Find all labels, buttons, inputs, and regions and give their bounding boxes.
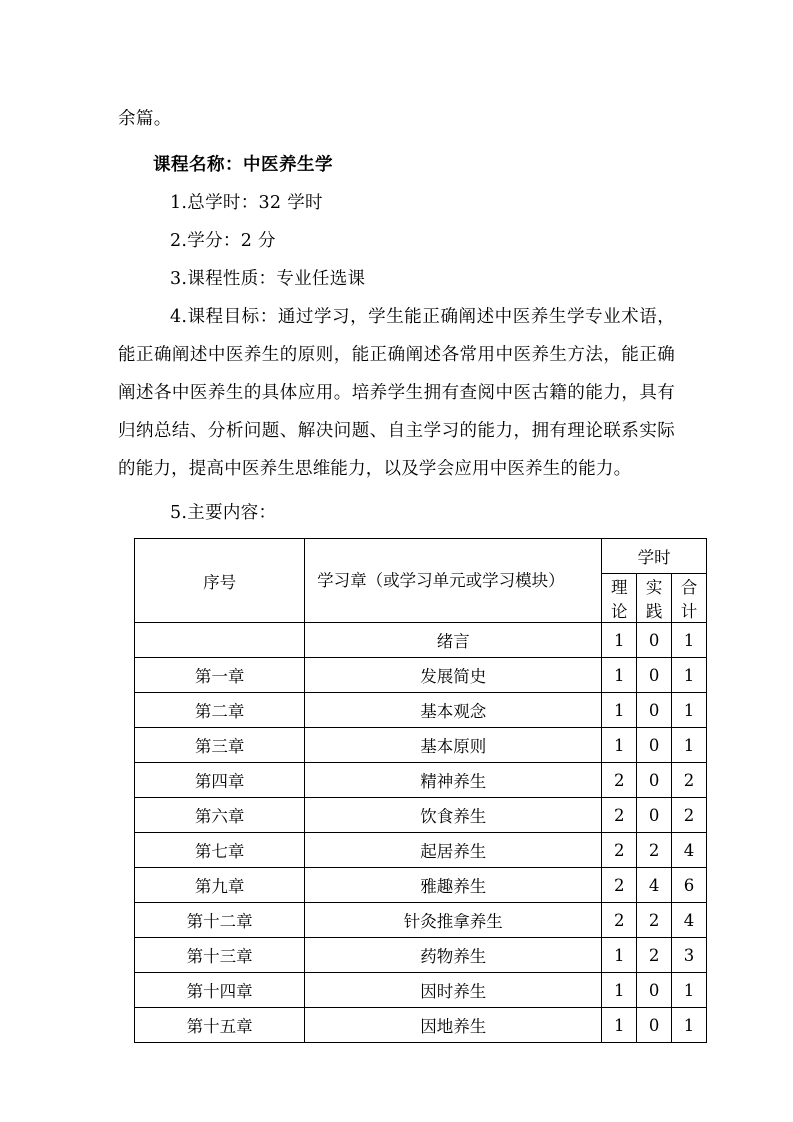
row-theory: 1 [602,938,637,973]
row-no: 第三章 [135,728,305,763]
table-row [135,763,707,798]
row-theory: 1 [602,973,637,1008]
row-no: 第十二章 [135,903,305,938]
table-row [135,833,707,868]
row-theory: 2 [602,798,637,833]
table-row [135,798,707,833]
row-title: 基本观念 [305,693,602,728]
row-title: 基本原则 [305,728,602,763]
row-total: 6 [672,868,707,903]
row-no: 第四章 [135,763,305,798]
row-theory: 1 [602,623,637,658]
row-title: 饮食养生 [305,798,602,833]
row-total: 4 [672,903,707,938]
row-no: 第十三章 [135,938,305,973]
header-title [305,539,602,623]
row-theory: 2 [602,868,637,903]
course-objective: 4.课程目标：通过学习，学生能正确阐述中医养生学专业术语，能正确阐述中医养生的原则，能正确阐述各常用中医养生方法，能正确阐述各中医养生的具体应用。培养学生拥有查阅中医古籍的能力，具有归纳总结、分析问题、解决问题、自主学习的能力，拥有理论联系实际的能力，提高中医养生思维能力，以及学会应用中医养生的能力。 [118,307,675,479]
row-theory: 2 [602,763,637,798]
course-content-table [134,538,707,1043]
row-theory: 2 [602,903,637,938]
row-total: 1 [672,658,707,693]
course-item-total-hours: 1.总学时：32 学时 [170,193,323,213]
header-practice: 实践 [637,574,672,623]
row-theory: 1 [602,658,637,693]
row-title: 起居养生 [305,833,602,868]
row-title: 针灸推拿养生 [305,903,602,938]
row-practice: 0 [637,728,672,763]
table-row [135,903,707,938]
course-name-heading: 课程名称：中医养生学 [153,155,333,175]
header-no: 序号 [135,539,305,623]
row-no: 第十四章 [135,973,305,1008]
row-title: 因时养生 [305,973,602,1008]
row-no [135,623,305,658]
course-item-credits: 2.学分：2 分 [170,231,276,251]
table-row [135,693,707,728]
table-row [135,1008,707,1043]
continued-paragraph: 余篇。 [118,109,172,129]
row-practice: 2 [637,833,672,868]
row-total: 3 [672,938,707,973]
row-practice: 0 [637,623,672,658]
row-total: 1 [672,623,707,658]
row-no: 第一章 [135,658,305,693]
row-practice: 0 [637,798,672,833]
row-total: 1 [672,693,707,728]
row-practice: 0 [637,693,672,728]
row-practice: 0 [637,973,672,1008]
row-total: 1 [672,728,707,763]
row-total: 2 [672,763,707,798]
table-row [135,658,707,693]
row-theory: 2 [602,833,637,868]
table-row [135,938,707,973]
row-total: 2 [672,798,707,833]
row-title: 因地养生 [305,1008,602,1043]
row-total: 1 [672,973,707,1008]
main-content-label: 5.主要内容： [170,503,277,523]
row-practice: 2 [637,938,672,973]
table-row [135,728,707,763]
row-title: 精神养生 [305,763,602,798]
table-row [135,623,707,658]
table-header-row-1 [135,539,707,574]
row-theory: 1 [602,1008,637,1043]
row-total: 4 [672,833,707,868]
row-no: 第七章 [135,833,305,868]
row-no: 第六章 [135,798,305,833]
header-theory: 理论 [602,574,637,623]
row-practice: 2 [637,903,672,938]
row-practice: 0 [637,1008,672,1043]
row-practice: 0 [637,658,672,693]
row-title: 雅趣养生 [305,868,602,903]
header-total: 合计 [672,574,707,623]
row-no: 第二章 [135,693,305,728]
row-theory: 1 [602,728,637,763]
table-row [135,868,707,903]
table-row [135,973,707,1008]
header-title-text: 学习章（或学习单元或学习模块） [317,570,565,590]
row-practice: 0 [637,763,672,798]
row-title: 绪言 [305,623,602,658]
row-total: 1 [672,1008,707,1043]
row-theory: 1 [602,693,637,728]
row-no: 第十五章 [135,1008,305,1043]
header-hours: 学时 [602,539,707,574]
course-item-nature: 3.课程性质：专业任选课 [170,269,366,289]
row-title: 药物养生 [305,938,602,973]
row-no: 第九章 [135,868,305,903]
row-title: 发展简史 [305,658,602,693]
row-practice: 4 [637,868,672,903]
